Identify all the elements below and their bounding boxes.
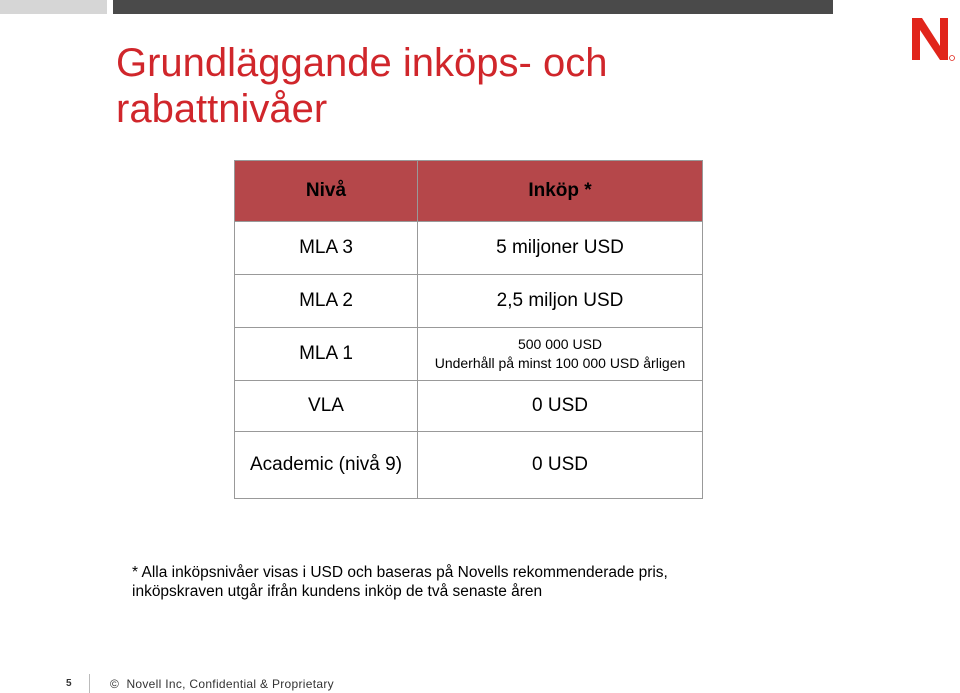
slide-footer: [0, 674, 960, 693]
footer-divider: [89, 674, 90, 693]
table-row: [235, 328, 703, 381]
purchase-note: Underhåll på minst 100 000 USD årligen: [434, 355, 686, 371]
header-level: Nivå: [235, 161, 418, 222]
header-purchase: Inköp *: [418, 161, 703, 222]
top-bar-dark: [113, 0, 833, 14]
page-number: 5: [66, 678, 72, 689]
purchase-level-table: [234, 160, 703, 499]
novell-n-logo-icon: [908, 16, 956, 62]
level-cell: Academic (nivå 9): [235, 432, 418, 499]
level-cell: MLA 3: [235, 222, 418, 275]
level-cell: MLA 1: [235, 328, 418, 381]
top-bar-light: [0, 0, 107, 14]
copyright: [110, 677, 334, 691]
level-cell: VLA: [235, 381, 418, 432]
title-line-1: Grundläggande inköps- och: [116, 41, 608, 85]
footnote-line-2: inköpskraven utgår ifrån kundens inköp de två senaste åren: [132, 583, 543, 600]
purchase-cell: 5 miljoner USD: [418, 222, 703, 275]
title-line-2: rabattnivåer: [116, 87, 328, 131]
purchase-cell: 2,5 miljon USD: [418, 275, 703, 328]
table-row: [235, 381, 703, 432]
table-row: [235, 432, 703, 499]
footnote: [132, 563, 852, 601]
table-row: [235, 222, 703, 275]
copyright-symbol: ©: [110, 677, 120, 691]
level-cell: MLA 2: [235, 275, 418, 328]
table-header-row: [235, 161, 703, 222]
footnote-line-1: * Alla inköpsnivåer visas i USD och baseras på Novells rekommenderade pris,: [132, 564, 668, 581]
copyright-text: Novell Inc, Confidential & Proprietary: [126, 677, 334, 691]
purchase-cell: 0 USD: [418, 432, 703, 499]
purchase-cell: [418, 328, 703, 381]
slide-title: [116, 40, 816, 132]
table-row: [235, 275, 703, 328]
purchase-cell: 0 USD: [418, 381, 703, 432]
purchase-value: 500 000 USD: [517, 336, 603, 352]
